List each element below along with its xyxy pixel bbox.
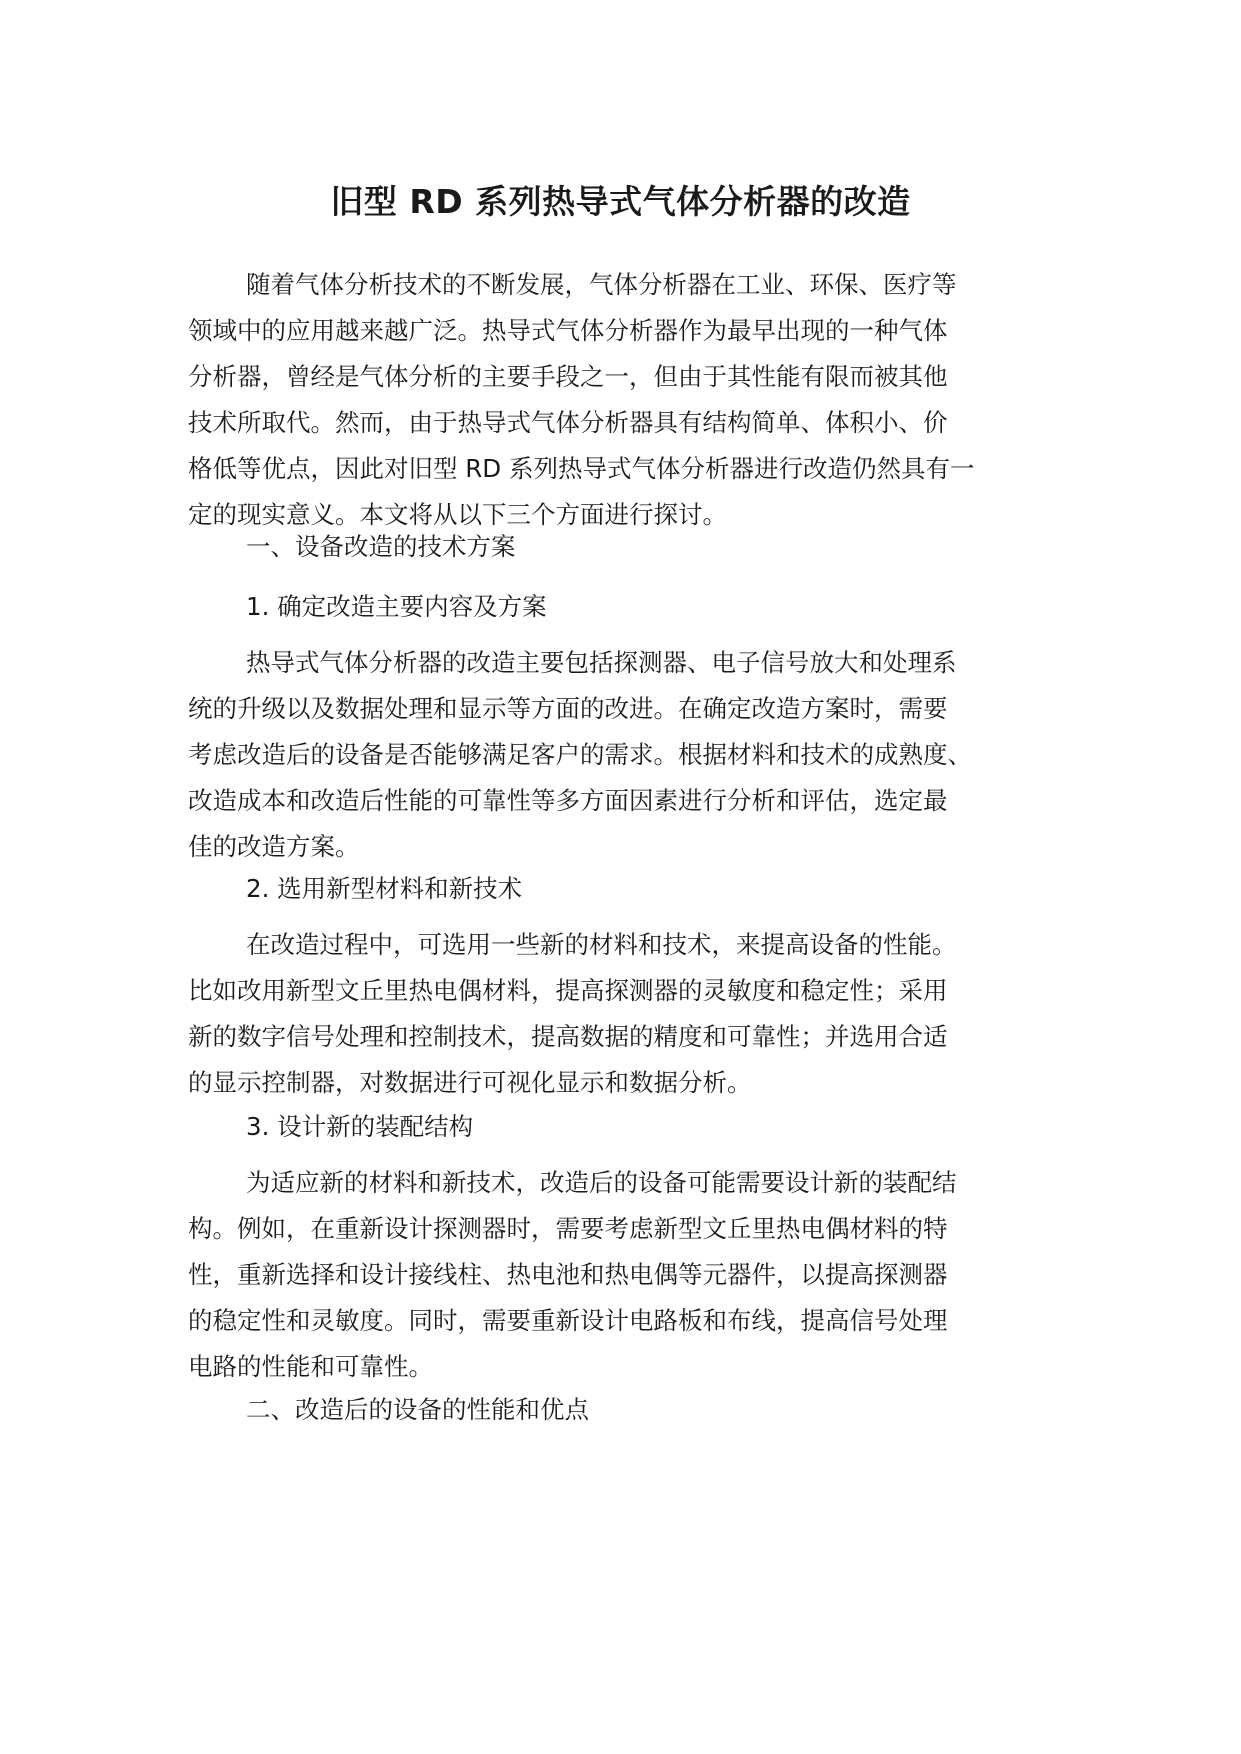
subsection-heading-1: 1. 确定改造主要内容及方案 bbox=[246, 592, 547, 621]
paragraph-line: 新的数字信号处理和控制技术，提高数据的精度和可靠性；并选用合适 bbox=[188, 1022, 948, 1051]
paragraph-line: 统的升级以及数据处理和显示等方面的改进。在确定改造方案时，需要 bbox=[188, 694, 948, 723]
paragraph-line: 佳的改造方案。 bbox=[188, 832, 360, 861]
paragraph-line: 构。例如，在重新设计探测器时，需要考虑新型文丘里热电偶材料的特 bbox=[188, 1214, 948, 1243]
paragraph-line: 随着气体分析技术的不断发展，气体分析器在工业、环保、医疗等 bbox=[246, 270, 957, 299]
paragraph-line: 的显示控制器，对数据进行可视化显示和数据分析。 bbox=[188, 1068, 752, 1097]
subsection-heading-3: 3. 设计新的装配结构 bbox=[246, 1112, 474, 1141]
paragraph-line: 定的现实意义。本文将从以下三个方面进行探讨。 bbox=[188, 500, 727, 529]
paragraph-line: 改造成本和改造后性能的可靠性等多方面因素进行分析和评估，选定最 bbox=[188, 786, 948, 815]
paragraph-line: 技术所取代。然而，由于热导式气体分析器具有结构简单、体积小、价 bbox=[188, 408, 948, 437]
paragraph-line: 热导式气体分析器的改造主要包括探测器、电子信号放大和处理系 bbox=[246, 648, 957, 677]
subsection-1-paragraph bbox=[188, 640, 1048, 870]
subsection-heading-2: 2. 选用新型材料和新技术 bbox=[246, 874, 523, 903]
paragraph-line: 分析器，曾经是气体分析的主要手段之一，但由于其性能有限而被其他 bbox=[188, 362, 948, 391]
paragraph-line: 电路的性能和可靠性。 bbox=[188, 1352, 433, 1381]
paragraph-line: 性，重新选择和设计接线柱、热电池和热电偶等元器件，以提高探测器 bbox=[188, 1260, 948, 1289]
paragraph-line: 在改造过程中，可选用一些新的材料和技术，来提高设备的性能。 bbox=[246, 930, 957, 959]
section-heading-1: 一、设备改造的技术方案 bbox=[246, 532, 516, 561]
intro-paragraph bbox=[188, 262, 1048, 538]
subsection-3-paragraph bbox=[188, 1160, 1048, 1390]
paragraph-line: 格低等优点，因此对旧型 RD 系列热导式气体分析器进行改造仍然具有一 bbox=[188, 454, 975, 483]
paragraph-line: 的稳定性和灵敏度。同时，需要重新设计电路板和布线，提高信号处理 bbox=[188, 1306, 948, 1335]
subsection-2-paragraph bbox=[188, 922, 1048, 1106]
paragraph-line: 领域中的应用越来越广泛。热导式气体分析器作为最早出现的一种气体 bbox=[188, 316, 948, 345]
section-heading-2: 二、改造后的设备的性能和优点 bbox=[246, 1395, 589, 1424]
document-title: 旧型 RD 系列热导式气体分析器的改造 bbox=[330, 182, 911, 221]
paragraph-line: 比如改用新型文丘里热电偶材料，提高探测器的灵敏度和稳定性；采用 bbox=[188, 976, 948, 1005]
paragraph-line: 为适应新的材料和新技术，改造后的设备可能需要设计新的装配结 bbox=[246, 1168, 957, 1197]
paragraph-line: 考虑改造后的设备是否能够满足客户的需求。根据材料和技术的成熟度、 bbox=[188, 740, 972, 769]
